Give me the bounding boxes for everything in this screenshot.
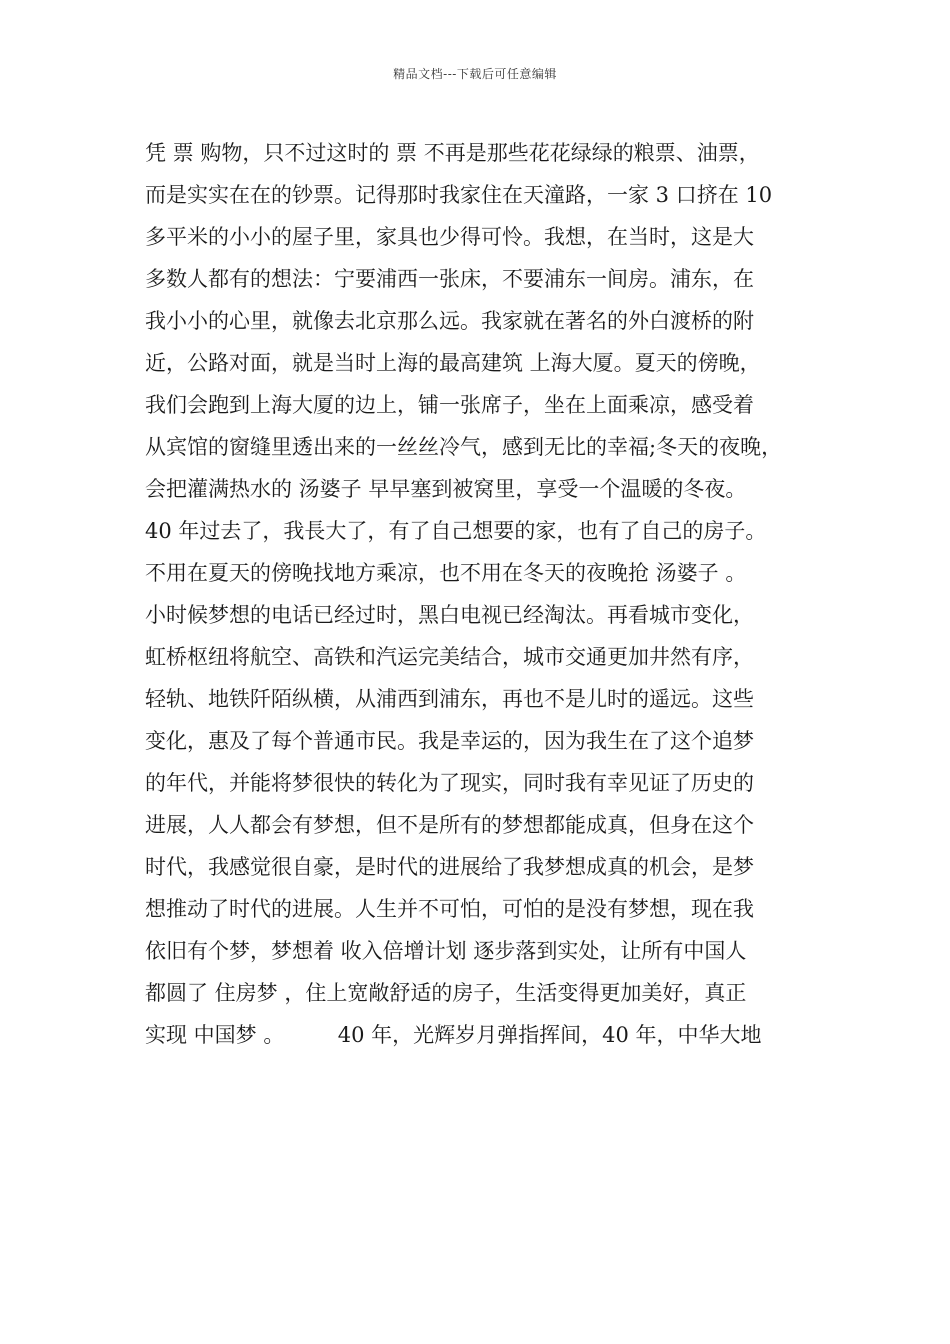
text-line: 依旧有个梦，梦想着 收入倍增计划 逐步落到实处，让所有中国人 <box>145 939 747 963</box>
text-line: 小时候梦想的电话已经过时，黑白电视已经淘汰。再看城市变化， <box>145 603 754 627</box>
text-line: 变化，惠及了每个普通市民。我是幸运的，因为我生在了这个追梦 <box>145 729 754 753</box>
text-line: 的年代，并能将梦很快的转化为了现实，同时我有幸见证了历史的 <box>145 771 754 795</box>
text-line: 从宾馆的窗缝里透出来的一丝丝冷气，感到无比的幸福;冬天的夜晚， <box>145 435 783 459</box>
text-line: 凭 票 购物，只不过这时的 票 不再是那些花花绿绿的粮票、油票， <box>145 141 760 165</box>
text-line: 进展，人人都会有梦想，但不是所有的梦想都能成真，但身在这个 <box>145 813 754 837</box>
page-header: 精品文档---下载后可任意编辑 <box>393 67 557 81</box>
text-line: 想推动了时代的进展。人生并不可怕，可怕的是没有梦想，现在我 <box>145 897 754 921</box>
text-line: 会把灌满热水的 汤婆子 早早塞到被窝里，享受一个温暖的冬夜。 <box>145 477 747 501</box>
text-line: 都圆了 住房梦 ，住上宽敞舒适的房子，生活变得更加美好，真正 <box>145 981 747 1005</box>
body-text <box>145 132 815 1056</box>
text-line: 多数人都有的想法：宁要浦西一张床，不要浦东一间房。浦东，在 <box>145 267 754 291</box>
text-line: 多平米的小小的屋子里，家具也少得可怜。我想，在当时，这是大 <box>145 225 754 249</box>
text-line: 我们会跑到上海大厦的边上，铺一张席子，坐在上面乘凉，感受着 <box>145 393 754 417</box>
text-line: 虹桥枢纽将航空、高铁和汽运完美结合，城市交通更加井然有序， <box>145 645 754 669</box>
text-line: 实现 中国梦 。 40 年，光辉岁月弹指挥间，40 年，中华大地 <box>145 1023 762 1047</box>
text-line: 40 年过去了，我長大了，有了自己想要的家，也有了自己的房子。 <box>145 519 767 543</box>
text-line: 而是实实在在的钞票。记得那时我家住在天潼路，一家 3 口挤在 10 <box>145 183 773 207</box>
text-line: 时代，我感觉很自豪，是时代的进展给了我梦想成真的机会，是梦 <box>145 855 754 879</box>
text-line: 不用在夏天的傍晚找地方乘凉，也不用在冬天的夜晚抢 汤婆子 。 <box>145 561 747 585</box>
text-line: 轻轨、地铁阡陌纵横，从浦西到浦东，再也不是儿时的遥远。这些 <box>145 687 754 711</box>
text-line: 近，公路对面，就是当时上海的最高建筑 上海大厦。夏天的傍晚， <box>145 351 761 375</box>
text-line: 我小小的心里，就像去北京那么远。我家就在著名的外白渡桥的附 <box>145 309 754 333</box>
